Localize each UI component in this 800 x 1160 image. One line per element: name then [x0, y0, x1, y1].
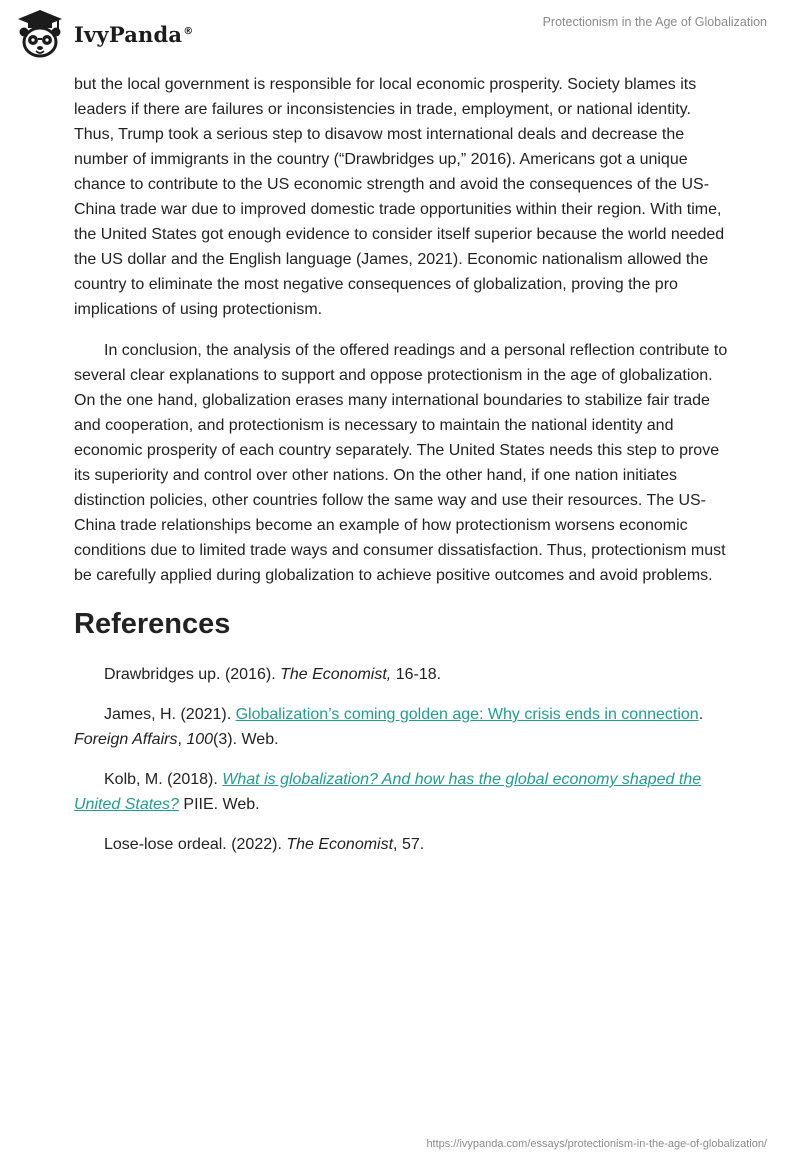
reference-volume: 100 — [186, 731, 214, 748]
document-title: Protectionism in the Age of Globalization — [542, 15, 767, 29]
reference-link-title: What is globalization? And how has the global economy shaped the United States? — [74, 771, 702, 813]
logo-wordmark — [74, 22, 193, 47]
reference-author: Kolb, M. (2018). — [104, 771, 223, 788]
reference-details: PIIE. Web. — [178, 796, 260, 813]
logo-text: IvyPanda — [74, 21, 183, 47]
reference-link[interactable]: Globalization’s coming golden age: Why crisis ends in connection — [235, 706, 699, 723]
reference-details: , 57. — [393, 836, 425, 853]
reference-item — [74, 662, 734, 687]
reference-item — [74, 767, 734, 817]
reference-separator: , — [177, 731, 187, 748]
reference-journal: The Economist, — [280, 666, 392, 683]
reference-separator: . — [698, 706, 704, 723]
essay-content — [74, 72, 734, 872]
reference-item — [74, 702, 734, 752]
conclusion-paragraph: In conclusion, the analysis of the offered readings and a personal reflection contribute to several clear explanations to support and oppose protectionism in the age of globalization. On the one hand, globalization erases many international boundaries to stabilize fair trade and cooperation, and protectionism is necessary to maintain the national identity and economic prosperity of each country separately. The United States needs this step to prove its superiority and control over other nations. On the other hand, if one nation initiates distinction policies, other countries follow the same way and use their resources. The US-China trade relationships become an example of how protectionism worsens economic conditions due to limited trade ways and consumer dissatisfaction. Thus, protectionism must be carefully applied during globalization to achieve positive outcomes and avoid problems. — [74, 342, 728, 584]
registered-mark: ® — [183, 25, 194, 37]
reference-author: James, H. (2021). — [104, 706, 236, 723]
reference-item — [74, 832, 734, 857]
panda-graduate-icon — [14, 8, 66, 60]
page-header — [0, 0, 800, 70]
reference-author: Drawbridges up. (2016). — [104, 666, 281, 683]
reference-details: (3). Web. — [213, 731, 279, 748]
reference-details: 16-18. — [391, 666, 442, 683]
reference-journal: The Economist — [286, 836, 394, 853]
reference-author: Lose-lose ordeal. (2022). — [104, 836, 287, 853]
footer-url: https://ivypanda.com/essays/protectionism-in-the-age-of-globalization/ — [426, 1138, 767, 1150]
ivypanda-logo[interactable] — [14, 8, 193, 60]
references-heading: References — [74, 608, 231, 640]
reference-journal: Foreign Affairs — [74, 731, 178, 748]
body-paragraph: but the local government is responsible for local economic prosperity. Society blames its leaders if there are failures or inconsistencies in trade, employment, or national identity. Thus, Trump took a serious step to disavow most international deals and decrease the number of immigrants in the country (“Drawbridges up,” 2016). Americans got a unique chance to contribute to the US economic strength and avoid the consequences of the US-China trade war due to improved domestic trade opportunities within their region. With time, the United States got enough evidence to consider itself superior because the world needed the US dollar and the English language (James, 2021). Economic nationalism allowed the country to eliminate the most negative consequences of globalization, proving the pro implications of using protectionism. — [74, 76, 725, 318]
